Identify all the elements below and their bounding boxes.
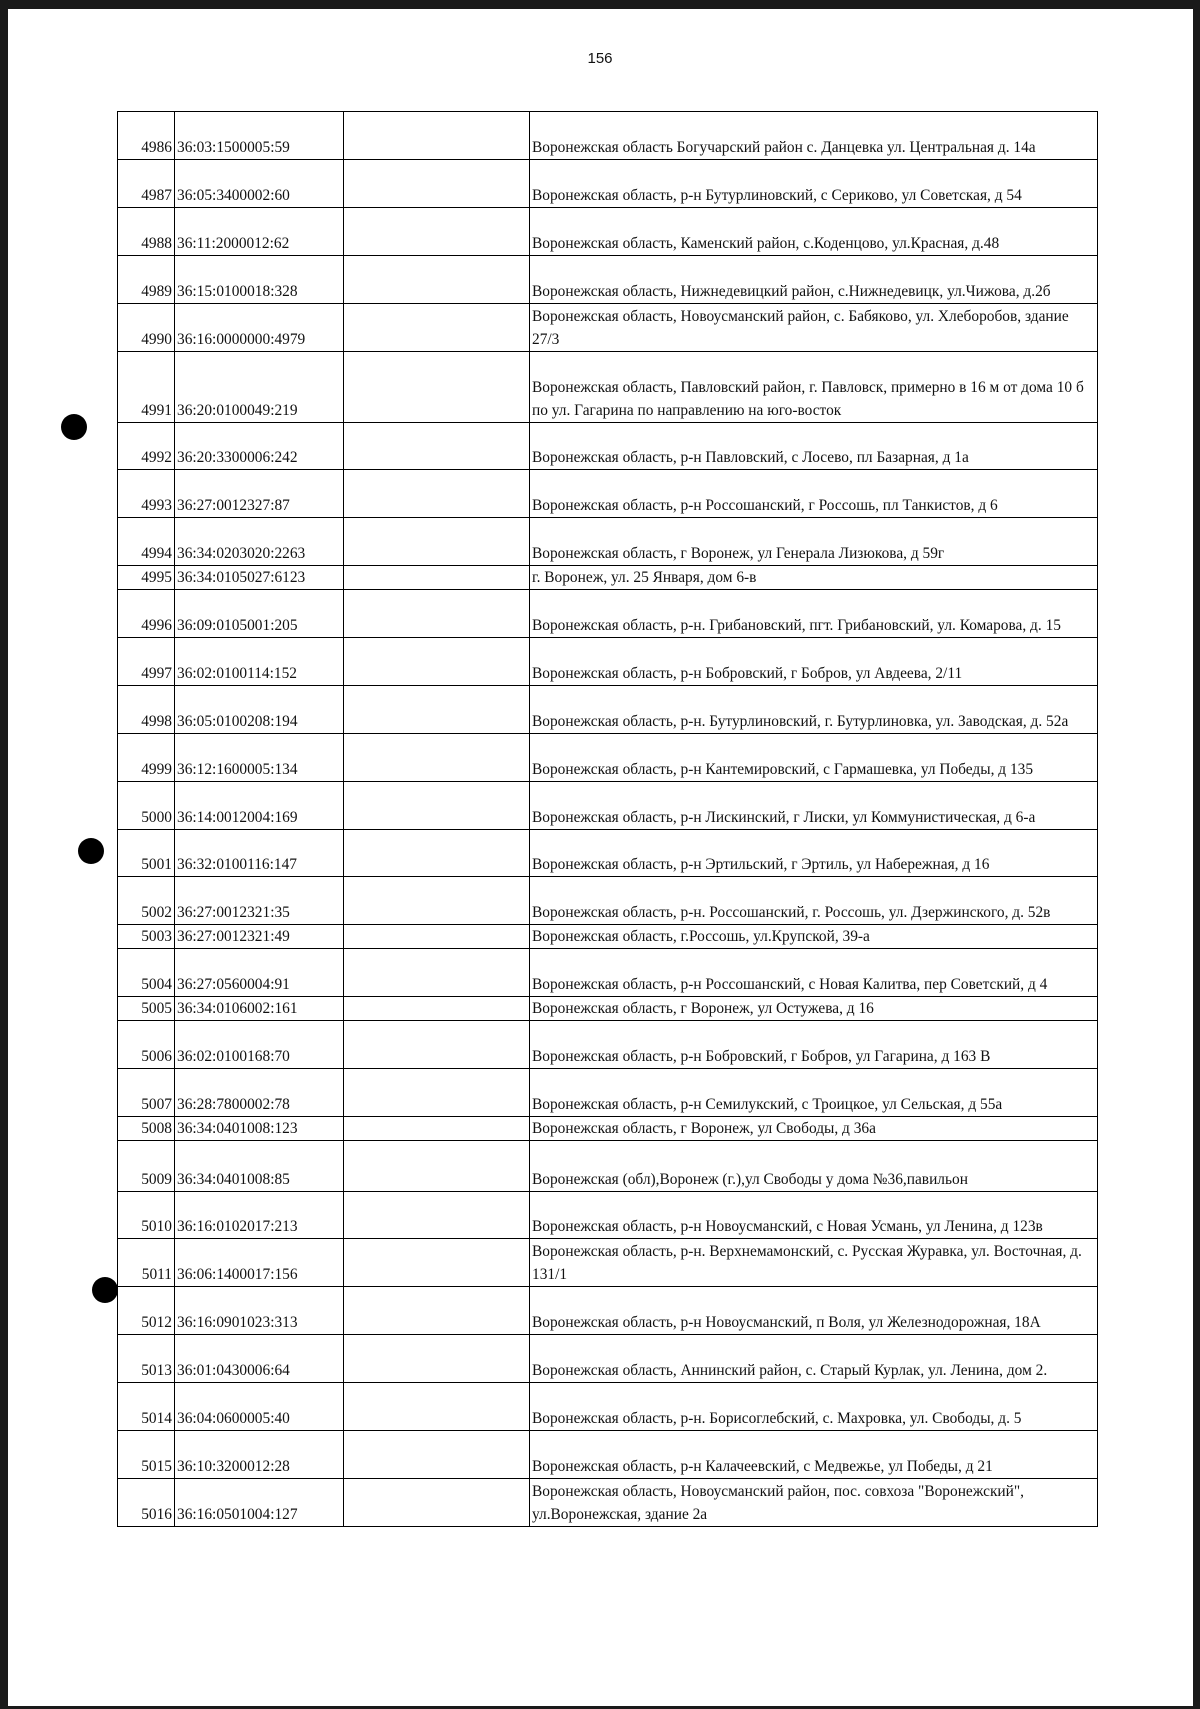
table-row [118, 470, 1098, 518]
registry-body [118, 112, 1098, 1527]
blank-cell [344, 518, 530, 566]
table-row [118, 208, 1098, 256]
blank-cell [344, 997, 530, 1021]
table-row [118, 566, 1098, 590]
address-cell: Воронежская область, р-н. Грибановский, пгт. Грибановский, ул. Комарова, д. 15 [530, 590, 1098, 638]
table-row [118, 877, 1098, 925]
table-row [118, 1192, 1098, 1239]
cadastral-number-cell: 36:16:0102017:213 [175, 1192, 344, 1239]
address-cell: Воронежская область, г Воронеж, ул Остужева, д 16 [530, 997, 1098, 1021]
cadastral-number-cell: 36:34:0106002:161 [175, 997, 344, 1021]
table-row [118, 830, 1098, 877]
cadastral-number-cell: 36:27:0560004:91 [175, 949, 344, 997]
blank-cell [344, 782, 530, 830]
table-row [118, 1021, 1098, 1069]
address-cell: Воронежская область, р-н. Бутурлиновский, г. Бутурлиновка, ул. Заводская, д. 52а [530, 686, 1098, 734]
blank-cell [344, 423, 530, 470]
address-cell: Воронежская область, Каменский район, с.Коденцово, ул.Красная, д.48 [530, 208, 1098, 256]
table-row [118, 1479, 1098, 1527]
row-number-cell: 4995 [118, 566, 175, 590]
blank-cell [344, 1383, 530, 1431]
address-cell: Воронежская область, р-н. Борисоглебский, с. Махровка, ул. Свободы, д. 5 [530, 1383, 1098, 1431]
address-cell: Воронежская область Богучарский район с. Данцевка ул. Центральная д. 14а [530, 112, 1098, 160]
blank-cell [344, 1141, 530, 1192]
address-cell: Воронежская область, р-н Бобровский, г Бобров, ул Авдеева, 2/11 [530, 638, 1098, 686]
address-cell: Воронежская область, р-н Калачеевский, с Медвежье, ул Победы, д 21 [530, 1431, 1098, 1479]
blank-cell [344, 949, 530, 997]
row-number-cell: 4991 [118, 352, 175, 423]
cadastral-number-cell: 36:10:3200012:28 [175, 1431, 344, 1479]
table-row [118, 1335, 1098, 1383]
cadastral-number-cell: 36:34:0401008:85 [175, 1141, 344, 1192]
table-row [118, 1383, 1098, 1431]
row-number-cell: 4988 [118, 208, 175, 256]
address-cell: Воронежская область, г Воронеж, ул Генерала Лизюкова, д 59г [530, 518, 1098, 566]
row-number-cell: 5015 [118, 1431, 175, 1479]
row-number-cell: 4997 [118, 638, 175, 686]
table-row [118, 256, 1098, 304]
punch-hole-mark [78, 838, 104, 864]
cadastral-number-cell: 36:32:0100116:147 [175, 830, 344, 877]
cadastral-number-cell: 36:02:0100168:70 [175, 1021, 344, 1069]
blank-cell [344, 112, 530, 160]
table-row [118, 1287, 1098, 1335]
table-row [118, 1069, 1098, 1117]
cadastral-number-cell: 36:16:0901023:313 [175, 1287, 344, 1335]
address-cell: Воронежская область, г.Россошь, ул.Крупской, 39-а [530, 925, 1098, 949]
table-row [118, 949, 1098, 997]
blank-cell [344, 1117, 530, 1141]
blank-cell [344, 1239, 530, 1287]
address-cell: Воронежская область, Аннинский район, с. Старый Курлак, ул. Ленина, дом 2. [530, 1335, 1098, 1383]
cadastral-number-cell: 36:20:0100049:219 [175, 352, 344, 423]
row-number-cell: 5001 [118, 830, 175, 877]
table-row [118, 734, 1098, 782]
cadastral-number-cell: 36:16:0000000:4979 [175, 304, 344, 352]
cadastral-number-cell: 36:06:1400017:156 [175, 1239, 344, 1287]
cadastral-number-cell: 36:12:1600005:134 [175, 734, 344, 782]
row-number-cell: 5011 [118, 1239, 175, 1287]
address-cell: Воронежская область, р-н Россошанский, г Россошь, пл Танкистов, д 6 [530, 470, 1098, 518]
blank-cell [344, 686, 530, 734]
address-cell: Воронежская область, р-н Россошанский, с Новая Калитва, пер Советский, д 4 [530, 949, 1098, 997]
row-number-cell: 5006 [118, 1021, 175, 1069]
row-number-cell: 5007 [118, 1069, 175, 1117]
blank-cell [344, 1192, 530, 1239]
row-number-cell: 5014 [118, 1383, 175, 1431]
row-number-cell: 4992 [118, 423, 175, 470]
blank-cell [344, 470, 530, 518]
cadastral-number-cell: 36:05:3400002:60 [175, 160, 344, 208]
row-number-cell: 5009 [118, 1141, 175, 1192]
row-number-cell: 4989 [118, 256, 175, 304]
table-row [118, 1239, 1098, 1287]
row-number-cell: 4999 [118, 734, 175, 782]
cadastral-number-cell: 36:20:3300006:242 [175, 423, 344, 470]
table-row [118, 686, 1098, 734]
cadastral-number-cell: 36:03:1500005:59 [175, 112, 344, 160]
cadastral-number-cell: 36:34:0203020:2263 [175, 518, 344, 566]
blank-cell [344, 830, 530, 877]
address-cell: Воронежская область, р-н Эртильский, г Эртиль, ул Набережная, д 16 [530, 830, 1098, 877]
row-number-cell: 4994 [118, 518, 175, 566]
blank-cell [344, 1021, 530, 1069]
cadastral-number-cell: 36:16:0501004:127 [175, 1479, 344, 1527]
address-cell: Воронежская область, р-н. Верхнемамонский, с. Русская Журавка, ул. Восточная, д. 131/1 [530, 1239, 1098, 1287]
address-cell: Воронежская область, р-н Бобровский, г Бобров, ул Гагарина, д 163 В [530, 1021, 1098, 1069]
table-row [118, 997, 1098, 1021]
blank-cell [344, 1335, 530, 1383]
blank-cell [344, 734, 530, 782]
address-cell: Воронежская область, р-н Семилукский, с Троицкое, ул Сельская, д 55а [530, 1069, 1098, 1117]
blank-cell [344, 352, 530, 423]
blank-cell [344, 925, 530, 949]
address-cell: г. Воронеж, ул. 25 Января, дом 6-в [530, 566, 1098, 590]
blank-cell [344, 304, 530, 352]
cadastral-number-cell: 36:34:0401008:123 [175, 1117, 344, 1141]
address-cell: Воронежская область, р-н Кантемировский, с Гармашевка, ул Победы, д 135 [530, 734, 1098, 782]
address-cell: Воронежская область, Новоусманский район, с. Бабяково, ул. Хлеборобов, здание 27/3 [530, 304, 1098, 352]
cadastral-number-cell: 36:28:7800002:78 [175, 1069, 344, 1117]
punch-hole-mark [61, 414, 87, 440]
table-row [118, 782, 1098, 830]
row-number-cell: 4998 [118, 686, 175, 734]
blank-cell [344, 566, 530, 590]
table-row [118, 423, 1098, 470]
address-cell: Воронежская область, р-н Новоусманский, с Новая Усмань, ул Ленина, д 123в [530, 1192, 1098, 1239]
address-cell: Воронежская область, Нижнедевицкий район, с.Нижнедевицк, ул.Чижова, д.2б [530, 256, 1098, 304]
row-number-cell: 5004 [118, 949, 175, 997]
cadastral-number-cell: 36:09:0105001:205 [175, 590, 344, 638]
cadastral-number-cell: 36:01:0430006:64 [175, 1335, 344, 1383]
address-cell: Воронежская область, р-н Новоусманский, п Воля, ул Железнодорожная, 18А [530, 1287, 1098, 1335]
row-number-cell: 5002 [118, 877, 175, 925]
row-number-cell: 5005 [118, 997, 175, 1021]
table-row [118, 352, 1098, 423]
row-number-cell: 5016 [118, 1479, 175, 1527]
cadastral-number-cell: 36:02:0100114:152 [175, 638, 344, 686]
table-row [118, 590, 1098, 638]
address-cell: Воронежская (обл),Воронеж (г.),ул Свободы у дома №36,павильон [530, 1141, 1098, 1192]
cadastral-number-cell: 36:04:0600005:40 [175, 1383, 344, 1431]
row-number-cell: 5012 [118, 1287, 175, 1335]
blank-cell [344, 1287, 530, 1335]
table-row [118, 925, 1098, 949]
address-cell: Воронежская область, р-н Павловский, с Лосево, пл Базарная, д 1а [530, 423, 1098, 470]
row-number-cell: 5003 [118, 925, 175, 949]
punch-hole-mark [92, 1277, 118, 1303]
row-number-cell: 5010 [118, 1192, 175, 1239]
blank-cell [344, 1069, 530, 1117]
cadastral-number-cell: 36:27:0012321:35 [175, 877, 344, 925]
cadastral-number-cell: 36:11:2000012:62 [175, 208, 344, 256]
cadastral-number-cell: 36:27:0012327:87 [175, 470, 344, 518]
blank-cell [344, 208, 530, 256]
table-row [118, 160, 1098, 208]
row-number-cell: 4990 [118, 304, 175, 352]
address-cell: Воронежская область, р-н Бутурлиновский, с Сериково, ул Советская, д 54 [530, 160, 1098, 208]
row-number-cell: 4993 [118, 470, 175, 518]
blank-cell [344, 160, 530, 208]
address-cell: Воронежская область, Павловский район, г. Павловск, примерно в 16 м от дома 10 б по ул. Гагарина по направлению на юго-восток [530, 352, 1098, 423]
row-number-cell: 5008 [118, 1117, 175, 1141]
property-registry-table [117, 111, 1098, 1527]
page-number: 156 [587, 50, 613, 67]
table-row [118, 1141, 1098, 1192]
table-row [118, 1117, 1098, 1141]
cadastral-number-cell: 36:27:0012321:49 [175, 925, 344, 949]
table-row [118, 1431, 1098, 1479]
blank-cell [344, 1479, 530, 1527]
blank-cell [344, 877, 530, 925]
table-row [118, 304, 1098, 352]
table-row [118, 112, 1098, 160]
cadastral-number-cell: 36:15:0100018:328 [175, 256, 344, 304]
cadastral-number-cell: 36:05:0100208:194 [175, 686, 344, 734]
blank-cell [344, 1431, 530, 1479]
table-row [118, 638, 1098, 686]
row-number-cell: 4987 [118, 160, 175, 208]
address-cell: Воронежская область, р-н. Россошанский, г. Россошь, ул. Дзержинского, д. 52в [530, 877, 1098, 925]
row-number-cell: 5000 [118, 782, 175, 830]
cadastral-number-cell: 36:34:0105027:6123 [175, 566, 344, 590]
blank-cell [344, 256, 530, 304]
address-cell: Воронежская область, р-н Лискинский, г Лиски, ул Коммунистическая, д 6-а [530, 782, 1098, 830]
table-row [118, 518, 1098, 566]
blank-cell [344, 638, 530, 686]
address-cell: Воронежская область, г Воронеж, ул Свободы, д 36а [530, 1117, 1098, 1141]
cadastral-number-cell: 36:14:0012004:169 [175, 782, 344, 830]
row-number-cell: 4996 [118, 590, 175, 638]
row-number-cell: 4986 [118, 112, 175, 160]
row-number-cell: 5013 [118, 1335, 175, 1383]
address-cell: Воронежская область, Новоусманский район, пос. совхоза "Воронежский", ул.Воронежская, здание 2а [530, 1479, 1098, 1527]
blank-cell [344, 590, 530, 638]
